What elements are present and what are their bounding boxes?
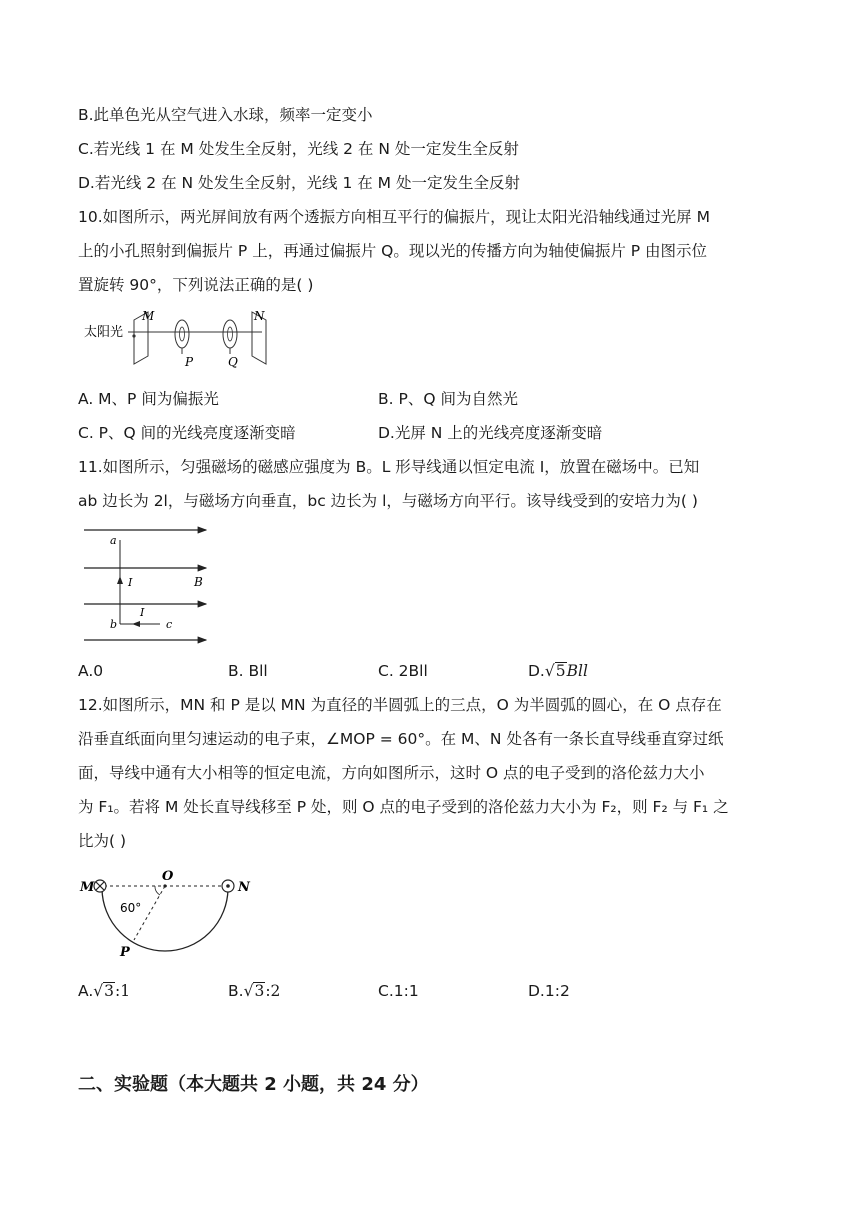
section-heading: 二、实验题（本大题共 2 小题，共 24 分） [78,1074,429,1095]
q11-stem-line1: 11.如图所示，匀强磁场的磁感应强度为 B。L 形导线通以恒定电流 I，放置在磁场中。已知 [78,458,700,476]
q10-option-c: C. P、Q 间的光线亮度逐渐变暗 [78,424,296,442]
svg-text:M: M [80,880,95,895]
svg-text:c: c [166,618,173,631]
q12-stem-line1: 12.如图所示，MN 和 P 是以 MN 为直径的半圆弧上的三点，O 为半圆弧的圆心，在 O 点存在 [78,696,722,714]
svg-text:a: a [110,534,117,547]
q12-option-d: D.1:2 [528,982,570,1000]
svg-text:N: N [238,880,250,895]
polarizer-q [223,320,237,348]
q12-option-b: B.√3:2 [228,982,281,1000]
q10-option-b: B. P、Q 间为自然光 [378,390,518,408]
svg-text:B: B [194,575,203,589]
svg-text:60°: 60° [120,901,142,915]
svg-text:b: b [110,618,118,631]
fig-label-sunlight: 太阳光 [84,325,124,340]
q9-option-c: C.若光线 1 在 M 处发生全反射，光线 2 在 N 处一定发生全反射 [78,140,519,158]
svg-text:M: M [142,309,155,323]
q11-option-c: C. 2Bll [378,662,428,680]
q11-option-b: B. Bll [228,662,268,680]
svg-text:O: O [162,869,174,884]
q9-option-d: D.若光线 2 在 N 处发生全反射，光线 1 在 M 处一定发生全反射 [78,174,520,192]
q11-stem-line2: ab 边长为 2l，与磁场方向垂直，bc 边长为 l，与磁场方向平行。该导线受到的安培力为( ) [78,492,698,510]
svg-text:I: I [128,576,133,589]
q9-option-b: B.此单色光从空气进入水球，频率一定变小 [78,106,373,124]
q10-stem-line2: 上的小孔照射到偏振片 P 上，再通过偏振片 Q。现以光的传播方向为轴使偏振片 P 由图示位 [78,242,708,260]
svg-text:Q: Q [228,355,238,369]
q11-option-a: A.0 [78,662,104,680]
q10-option-a: A. M、P 间为偏振光 [78,390,219,408]
svg-text:P: P [120,945,130,960]
svg-text:I: I [140,606,145,619]
q12-semicircle-figure [78,866,258,962]
q10-option-d: D.光屏 N 上的光线亮度逐渐变暗 [378,424,603,442]
q10-stem-line3: 置旋转 90°，下列说法正确的是( ) [78,276,314,294]
q12-stem-line3: 面，导线中通有大小相等的恒定电流，方向如图所示，这时 O 点的电子受到的洛伦兹力大小 [78,764,705,782]
q11-magnetic-field-figure [80,524,220,648]
q10-stem-line1: 10.如图所示，两光屏间放有两个透振方向相互平行的偏振片，现让太阳光沿轴线通过光屏 M [78,208,710,226]
polarizer-p [175,320,189,348]
q12-option-c: C.1:1 [378,982,419,1000]
q12-stem-line5: 比为( ) [78,832,127,850]
svg-text:P: P [185,355,194,369]
q11-option-d: D.√5Bll [528,662,588,680]
q12-option-a: A.√3:1 [78,982,131,1000]
q12-stem-line4: 为 F₁。若将 M 处长直导线移至 P 处，则 O 点的电子受到的洛伦兹力大小为 F₂，则 F₂ 与 F₁ 之 [78,798,729,816]
semicircle-arc [102,888,228,951]
q10-polarizer-figure [80,308,280,370]
q12-stem-line2: 沿垂直纸面向里匀速运动的电子束，∠MOP = 60°。在 M、N 处各有一条长直导线垂直穿过纸 [78,730,724,748]
svg-text:N: N [254,309,265,323]
